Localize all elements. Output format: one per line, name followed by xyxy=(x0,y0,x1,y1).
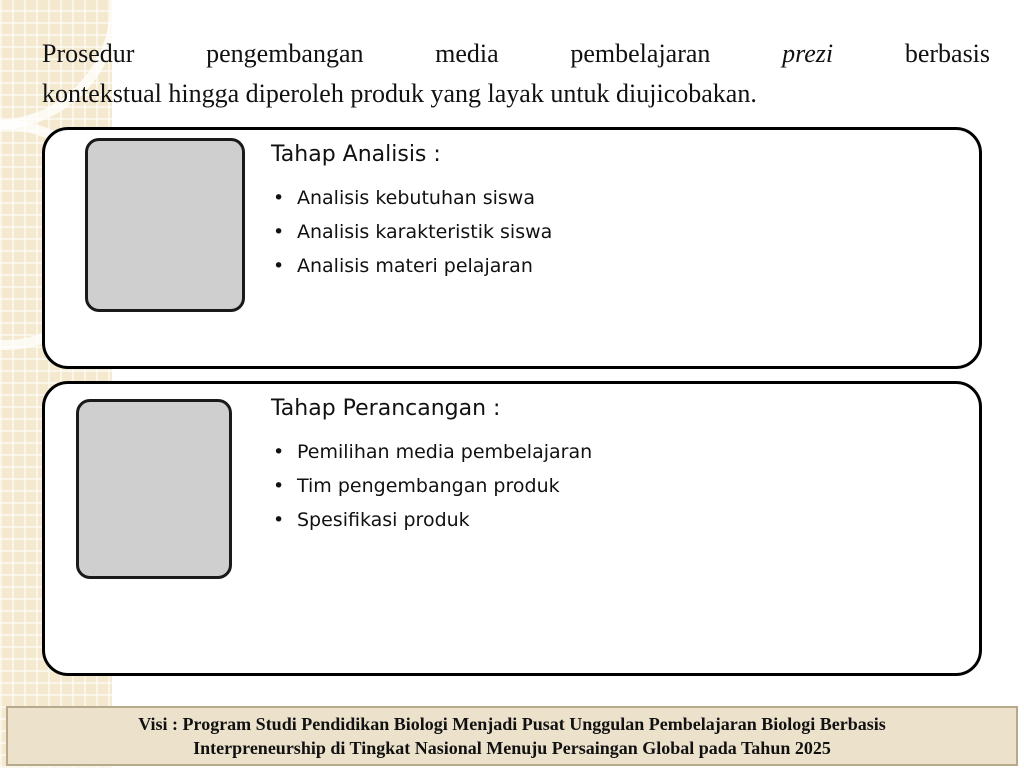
stage-card-analisis xyxy=(42,127,982,369)
bullet-icon: • xyxy=(273,255,285,277)
footer-line-1: Visi : Program Studi Pendidikan Biologi Menjadi Pusat Unggulan Pembelajaran Biologi Berbasis xyxy=(138,714,886,734)
list-item-label: Spesifikasi produk xyxy=(297,509,470,531)
list-item xyxy=(271,503,959,537)
list-item-label: Analisis materi pelajaran xyxy=(297,255,533,277)
list-item xyxy=(271,435,959,469)
vision-footer-banner xyxy=(6,706,1018,766)
bullet-icon: • xyxy=(273,509,285,531)
list-item-label: Pemilihan media pembelajaran xyxy=(297,441,593,463)
list-item xyxy=(271,181,959,215)
stage-list xyxy=(271,181,959,283)
intro-text-after: berbasis xyxy=(904,39,991,68)
intro-line-1 xyxy=(42,34,990,74)
bullet-icon: • xyxy=(273,187,285,209)
intro-paragraph xyxy=(42,34,990,114)
intro-text-before: Prosedur pengembangan media pembelajaran xyxy=(42,39,711,68)
intro-emphasis: prezi xyxy=(782,39,834,68)
stage-content xyxy=(271,396,959,537)
bullet-icon: • xyxy=(273,441,285,463)
image-placeholder xyxy=(85,138,245,312)
image-placeholder xyxy=(76,399,232,579)
stage-title: Tahap Analisis : xyxy=(271,142,441,167)
stage-title: Tahap Perancangan : xyxy=(271,396,501,421)
list-item-label: Analisis kebutuhan siswa xyxy=(297,187,535,209)
bullet-icon: • xyxy=(273,221,285,243)
stage-card-perancangan xyxy=(42,381,982,676)
list-item xyxy=(271,249,959,283)
list-item-label: Tim pengembangan produk xyxy=(297,475,560,497)
list-item xyxy=(271,469,959,503)
list-item-label: Analisis karakteristik siswa xyxy=(297,221,553,243)
stage-content xyxy=(271,142,959,283)
stage-list xyxy=(271,435,959,537)
bullet-icon: • xyxy=(273,475,285,497)
list-item xyxy=(271,215,959,249)
footer-line-2: Interpreneurship di Tingkat Nasional Menuju Persaingan Global pada Tahun 2025 xyxy=(193,738,831,758)
intro-line-2: kontekstual hingga diperoleh produk yang layak untuk diujicobakan. xyxy=(42,79,757,108)
